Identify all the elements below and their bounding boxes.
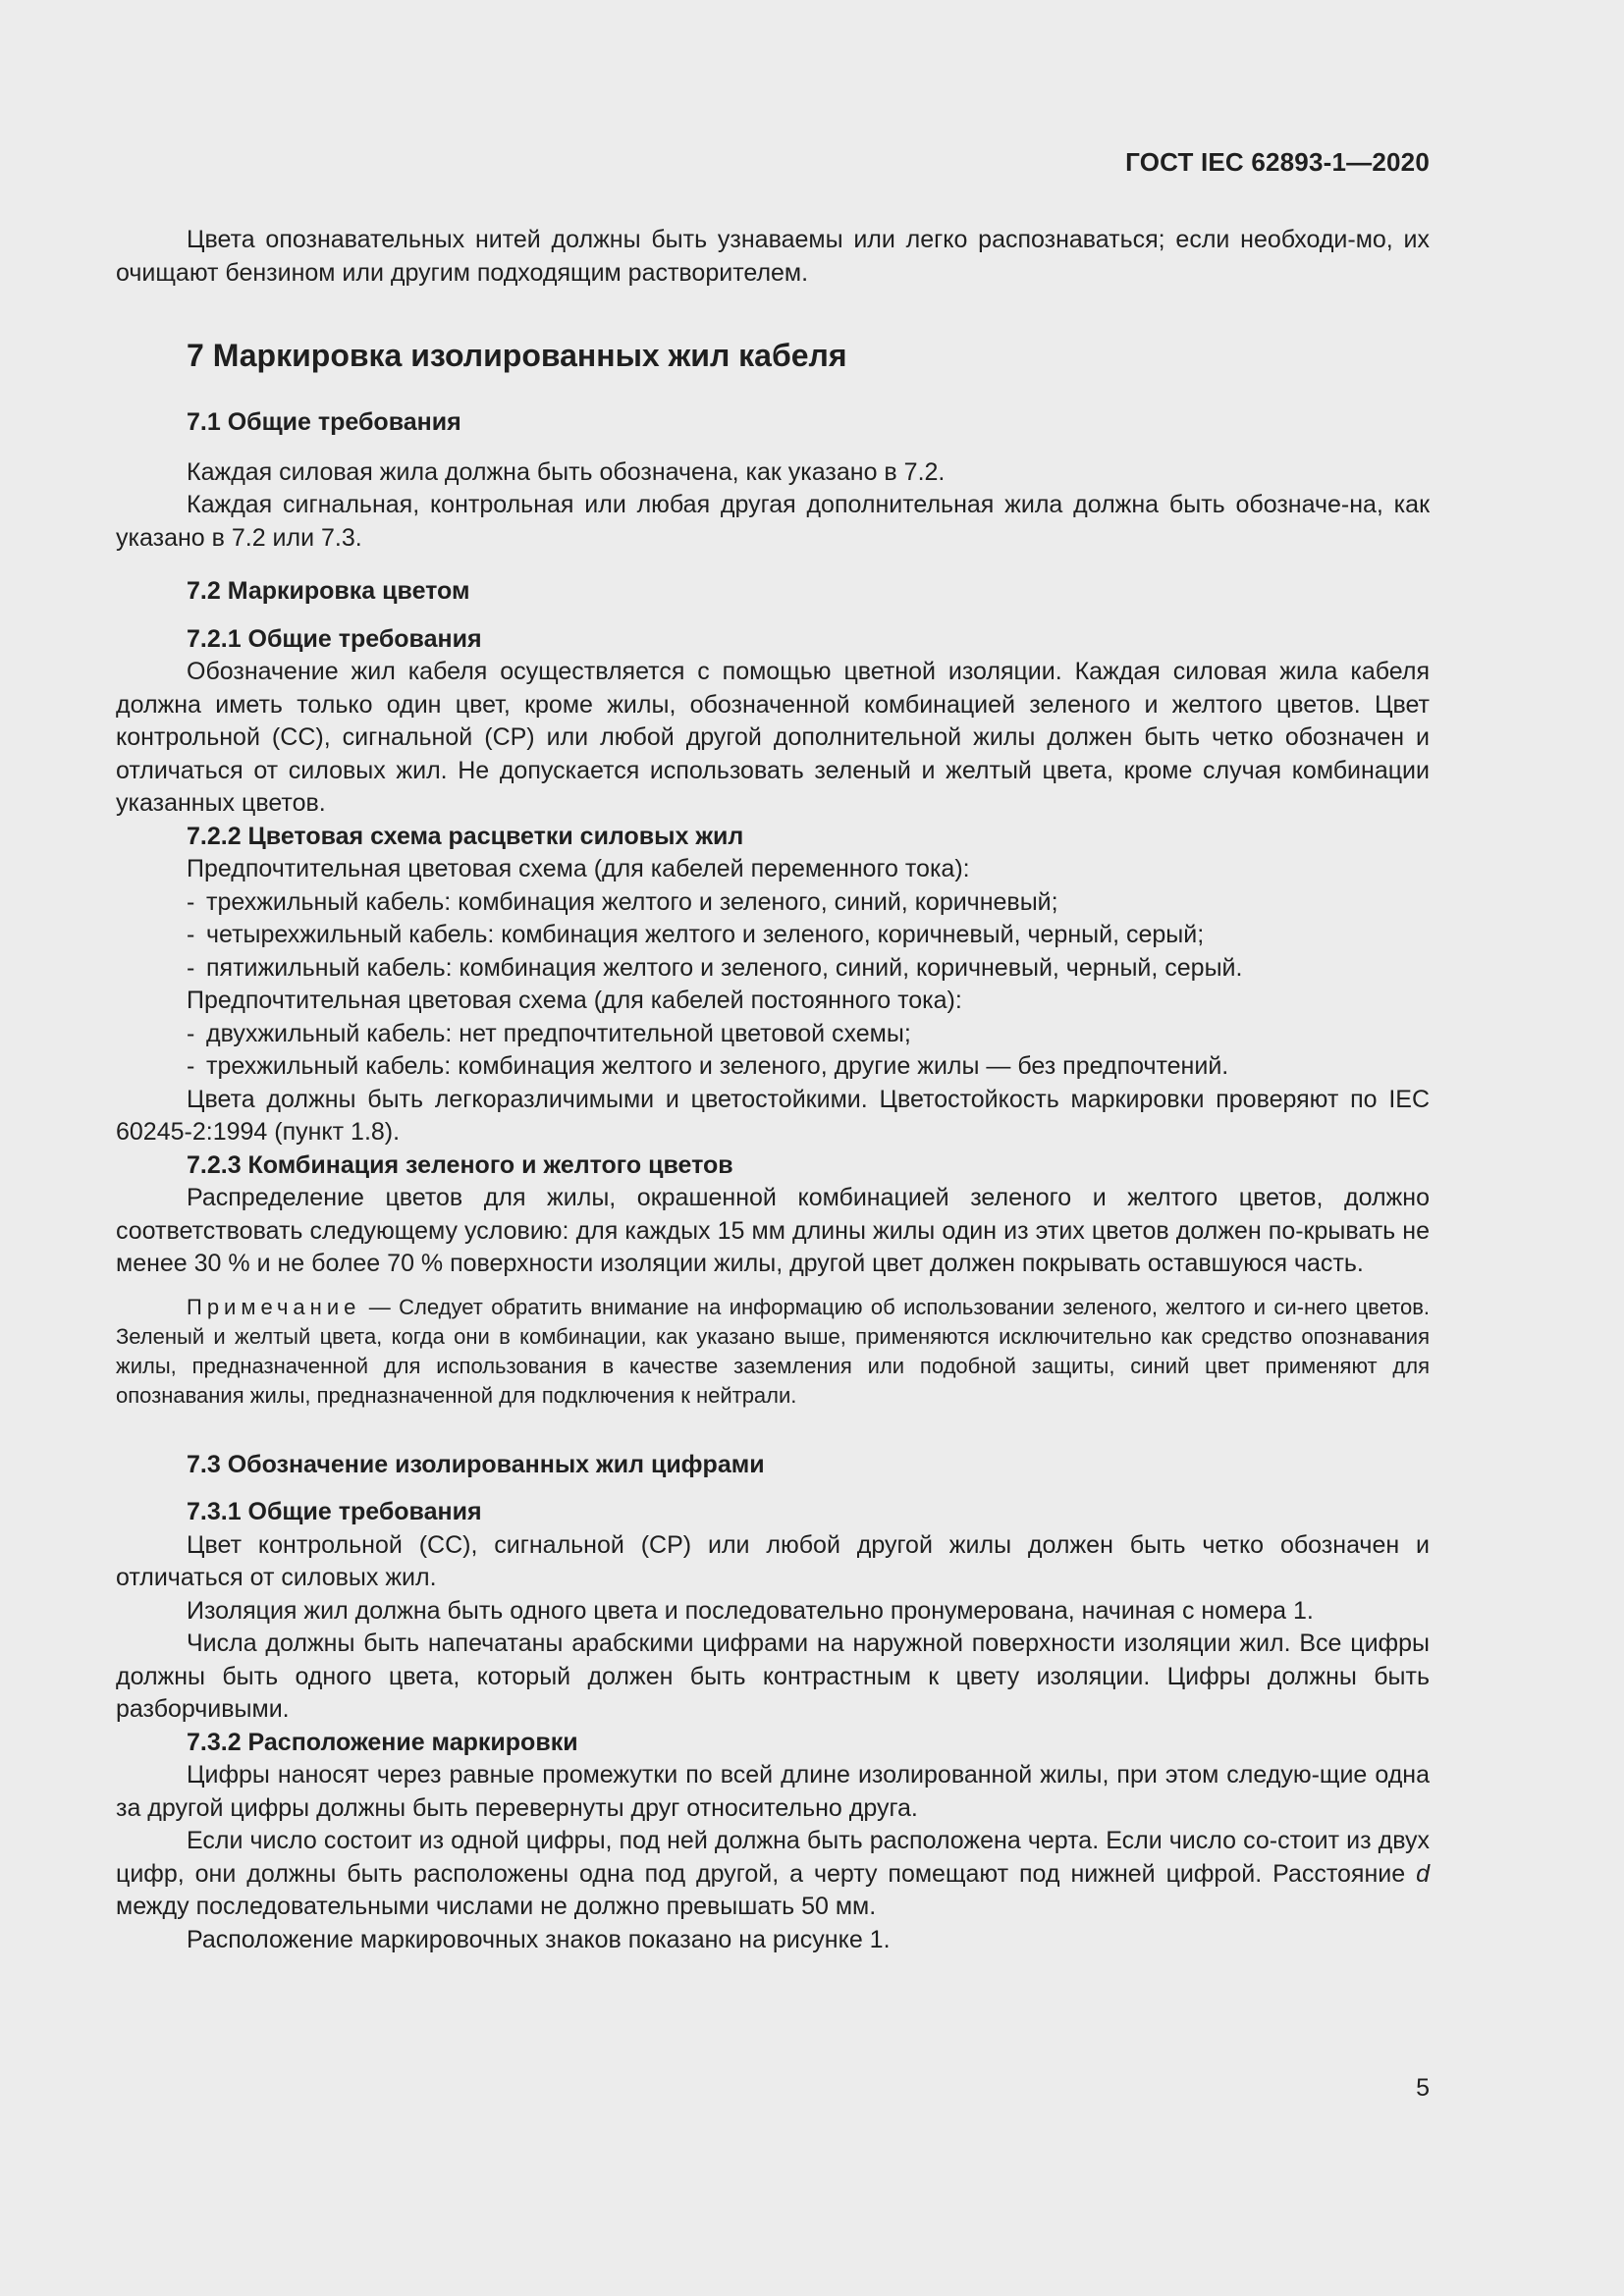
page-number: 5 [1416,2074,1430,2102]
note-paragraph [116,1293,1430,1411]
section-7-2-heading: 7.2 Маркировка цветом [187,577,470,605]
section-7-2-3-paragraph: Распределение цветов для жилы, окрашенной комбинацией зеленого и желтого цветов, должно соответствовать следующему условию: для каждых 15 мм длины жилы один из этих цветов должен по-крывать не менее 30 % и не более 70 % поверхности изоляции жилы, другой цвет должен покрывать оставшуюся часть. [116,1184,1430,1277]
section-7-3-2-paragraph-1: Цифры наносят через равные промежутки по всей длине изолированной жилы, при этом следую-щие одна за другой цифры должны быть перевернуты друг относительно друга. [116,1761,1430,1822]
section-7-heading: 7 Маркировка изолированных жил кабеля [187,338,847,373]
section-7-1-paragraph-1: Каждая силовая жила должна быть обозначена, как указано в 7.2. [187,457,946,486]
list-item: - четырехжильный кабель: комбинация желтого и зеленого, коричневый, черный, серый; [187,921,1205,948]
paragraph-text: Если число состоит из одной цифры, под ней должна быть расположена черта. Если число со-стоит из двух цифр, они должны быть расположены одна под другой, а черту помещают под нижней цифрой. Расстояние [116,1827,1430,1888]
list-item: - пятижильный кабель: комбинация желтого и зеленого, синий, коричневый, черный, серый. [187,953,1243,982]
colorfastness-paragraph: Цвета должны быть легкоразличимыми и цветостойкими. Цветостойкость маркировки проверяют по IEC 60245-2:1994 (пункт 1.8). [116,1085,1430,1146]
section-7-3-2-paragraph-2 [116,1825,1430,1924]
section-7-3-2-paragraph-3: Расположение маркировочных знаков показано на рисунке 1. [187,1925,891,1953]
list-item-text: трехжильный кабель: комбинация желтого и зеленого, синий, коричневый; [206,887,1058,916]
variable-d: d [1416,1859,1430,1888]
section-7-3-2-heading: 7.3.2 Расположение маркировки [187,1728,578,1756]
section-7-2-2-heading: 7.2.2 Цветовая схема расцветки силовых жил [187,822,744,850]
section-7-1-paragraph-2: Каждая сигнальная, контрольная или любая другая дополнительная жила должна быть обозначе-на, как указано в 7.2 или 7.3. [116,491,1430,552]
document-body [116,224,1430,1956]
dc-scheme-intro: Предпочтительная цветовая схема (для кабелей постоянного тока): [187,987,962,1014]
list-item: - двухжильный кабель: нет предпочтительной цветовой схемы; [187,1019,911,1047]
section-7-2-3-heading: 7.2.3 Комбинация зеленого и желтого цветов [187,1150,733,1179]
document-header: ГОСТ IEC 62893-1—2020 [1125,147,1430,177]
list-item: - трехжильный кабель: комбинация желтого и зеленого, другие жилы — без предпочтений. [187,1052,1229,1080]
section-7-3-1-heading: 7.3.1 Общие требования [187,1498,482,1525]
list-item-text: четырехжильный кабель: комбинация желтого и зеленого, коричневый, черный, серый; [206,921,1205,948]
section-7-3-1-paragraph-1: Цвет контрольной (CC), сигнальной (CP) или любой другой жилы должен быть четко обозначен и отличаться от силовых жил. [116,1530,1430,1591]
intro-paragraph: Цвета опознавательных нитей должны быть узнаваемы или легко распознаваться; если необходи-мо, их очищают бензином или другим подходящим растворителем. [116,226,1430,287]
note-text: — Следует обратить внимание на информацию об использовании зеленого, желтого и си-него цветов. Зеленый и желтый цвета, когда они в комбинации, как указано выше, применяются исключительно как средство опознавания жилы, предназначенной для использования в качестве заземления или подобной защиты, синий цвет применяют для опознавания жилы, предназначенной для подключения к нейтрали. [116,1294,1430,1408]
section-7-2-1-paragraph: Обозначение жил кабеля осуществляется с помощью цветной изоляции. Каждая силовая жила кабеля должна иметь только один цвет, кроме жилы, обозначенной комбинацией зеленого и желтого цветов. Цвет контрольной (CC), сигнальной (CP) или любой другой дополнительной жилы должен быть четко обозначен и отличаться от силовых жил. Не допускается использовать зеленый и желтый цвета, кроме случая комбинации указанных цветов. [116,658,1430,817]
section-7-3-1-paragraph-3: Числа должны быть напечатаны арабскими цифрами на наружной поверхности изоляции жил. Все цифры должны быть одного цвета, который должен быть контрастным к цвету изоляции. Цифры должны быть разборчивыми. [116,1629,1430,1723]
section-7-3-heading: 7.3 Обозначение изолированных жил цифрами [187,1450,765,1478]
list-item-text: двухжильный кабель: нет предпочтительной цветовой схемы; [206,1019,911,1047]
list-item: - трехжильный кабель: комбинация желтого и зеленого, синий, коричневый; [187,887,1058,916]
note-label: Примечание [187,1294,361,1319]
section-7-1-heading: 7.1 Общие требования [187,408,461,436]
section-7-3-1-paragraph-2: Изоляция жил должна быть одного цвета и последовательно пронумерована, начиная с номера 1. [187,1596,1314,1625]
paragraph-text: между последовательными числами не должно превышать 50 мм. [116,1893,877,1920]
list-item-text: трехжильный кабель: комбинация желтого и зеленого, другие жилы — без предпочтений. [206,1052,1229,1080]
section-7-2-1-heading: 7.2.1 Общие требования [187,624,482,653]
list-item-text: пятижильный кабель: комбинация желтого и зеленого, синий, коричневый, черный, серый. [206,953,1243,982]
ac-scheme-intro: Предпочтительная цветовая схема (для кабелей переменного тока): [187,855,970,882]
